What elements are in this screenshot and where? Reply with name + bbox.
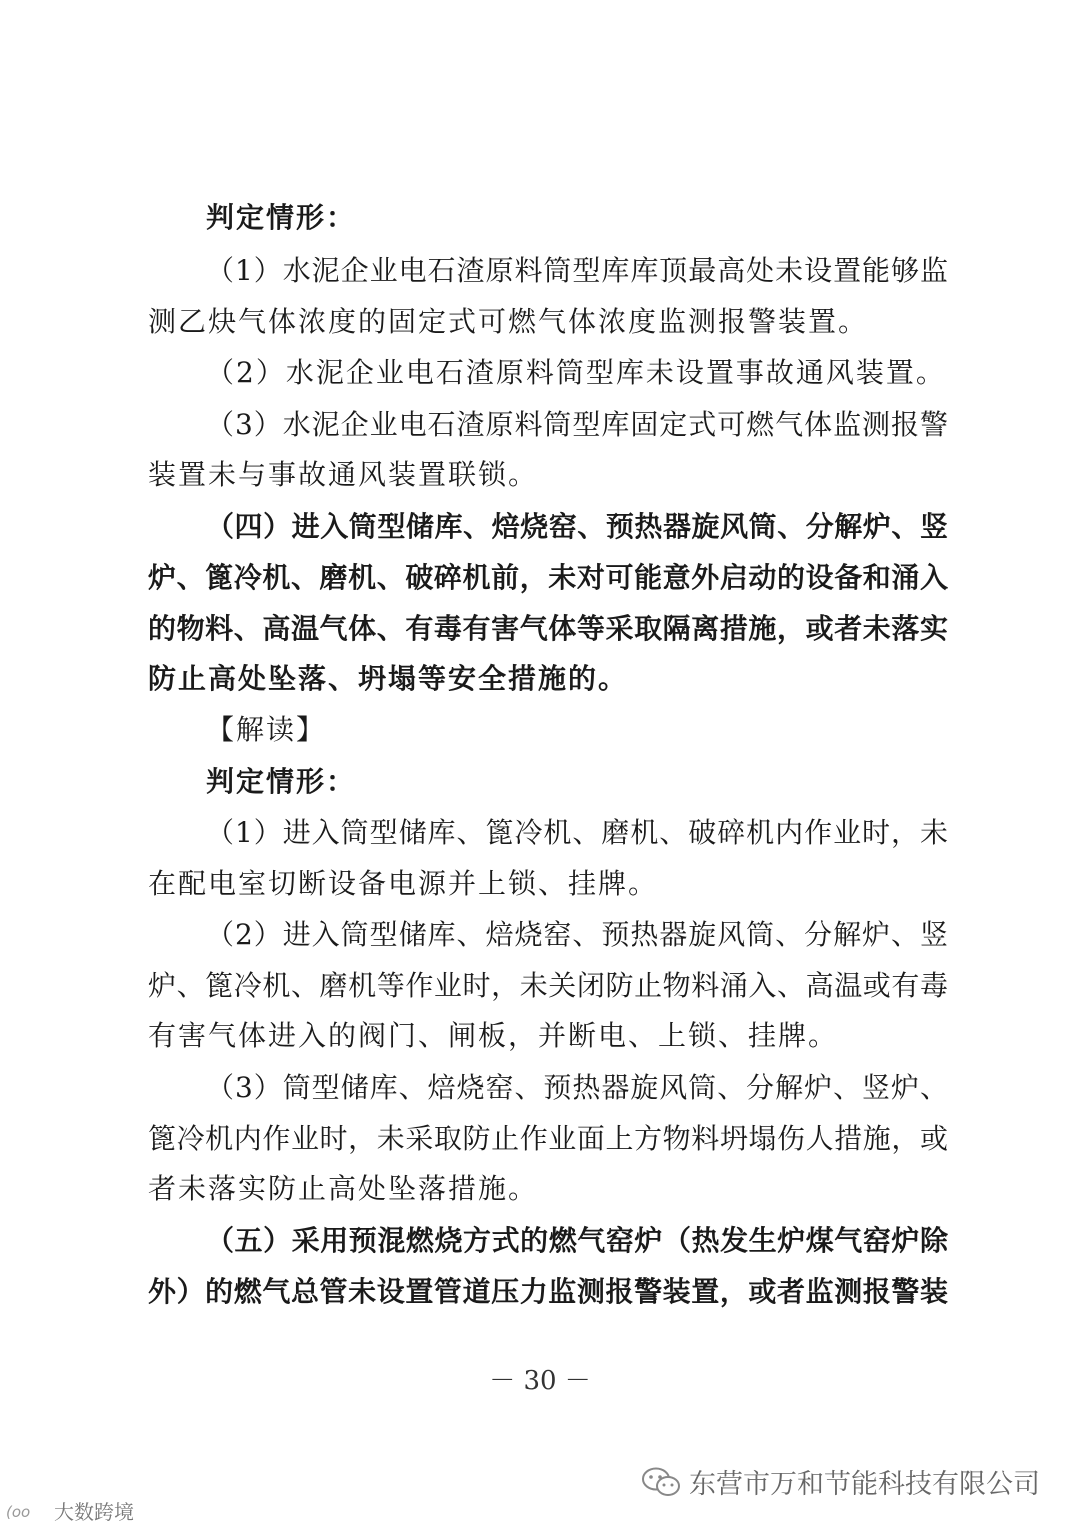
text-line: 炉、篦冷机、磨机等作业时，未关闭防止物料涌入、高温或有毒 — [148, 969, 948, 1002]
text-line: （3）筒型储库、焙烧窑、预热器旋风筒、分解炉、竖炉、 — [206, 1071, 948, 1104]
text-line: 篦冷机内作业时，未采取防止作业面上方物料坍塌伤人措施，或 — [148, 1122, 948, 1155]
svg-text:(oo: (oo — [6, 1502, 31, 1521]
text-line: （五）采用预混燃烧方式的燃气窑炉（热发生炉煤气窑炉除 — [206, 1224, 948, 1257]
text-line: （2）水泥企业电石渣原料筒型库未设置事故通风装置。 — [206, 356, 946, 389]
text-line: 判定情形： — [206, 765, 357, 798]
brand-logo-icon — [6, 1501, 50, 1521]
watermark-company — [641, 1462, 1040, 1501]
text-line: （1）水泥企业电石渣原料筒型库库顶最高处未设置能够监 — [206, 254, 948, 287]
text-line: 外）的燃气总管未设置管道压力监测报警装置，或者监测报警装 — [148, 1275, 948, 1308]
text-line: 的物料、高温气体、有毒有害气体等采取隔离措施，或者未落实 — [148, 612, 948, 645]
watermark-brand — [6, 1496, 134, 1525]
text-line: 判定情形： — [206, 201, 357, 234]
text-line: 防止高处坠落、坍塌等安全措施的。 — [148, 662, 629, 695]
text-line: 装置未与事故通风装置联锁。 — [148, 458, 539, 491]
text-line: 者未落实防止高处坠落措施。 — [148, 1172, 539, 1205]
text-line: 有害气体进入的阀门、闸板，并断电、上锁、挂牌。 — [148, 1019, 839, 1052]
text-line: （四）进入筒型储库、焙烧窑、预热器旋风筒、分解炉、竖 — [206, 510, 948, 543]
watermark-brand-text: 大数跨境 — [54, 1500, 134, 1524]
text-line: 炉、篦冷机、磨机、破碎机前，未对可能意外启动的设备和涌入 — [148, 561, 948, 594]
text-line: （1）进入筒型储库、篦冷机、磨机、破碎机内作业时，未 — [206, 816, 948, 849]
wechat-icon — [641, 1466, 681, 1498]
page-number: － 30 － — [489, 1366, 591, 1396]
text-line: 在配电室切断设备电源并上锁、挂牌。 — [148, 867, 659, 900]
text-line: （2）进入筒型储库、焙烧窑、预热器旋风筒、分解炉、竖 — [206, 918, 948, 951]
text-line: （3）水泥企业电石渣原料筒型库固定式可燃气体监测报警 — [206, 408, 948, 441]
text-line: 测乙炔气体浓度的固定式可燃气体浓度监测报警装置。 — [148, 305, 869, 338]
text-line: 【解读】 — [206, 713, 327, 746]
watermark-company-text: 东营市万和节能科技有限公司 — [689, 1469, 1040, 1500]
